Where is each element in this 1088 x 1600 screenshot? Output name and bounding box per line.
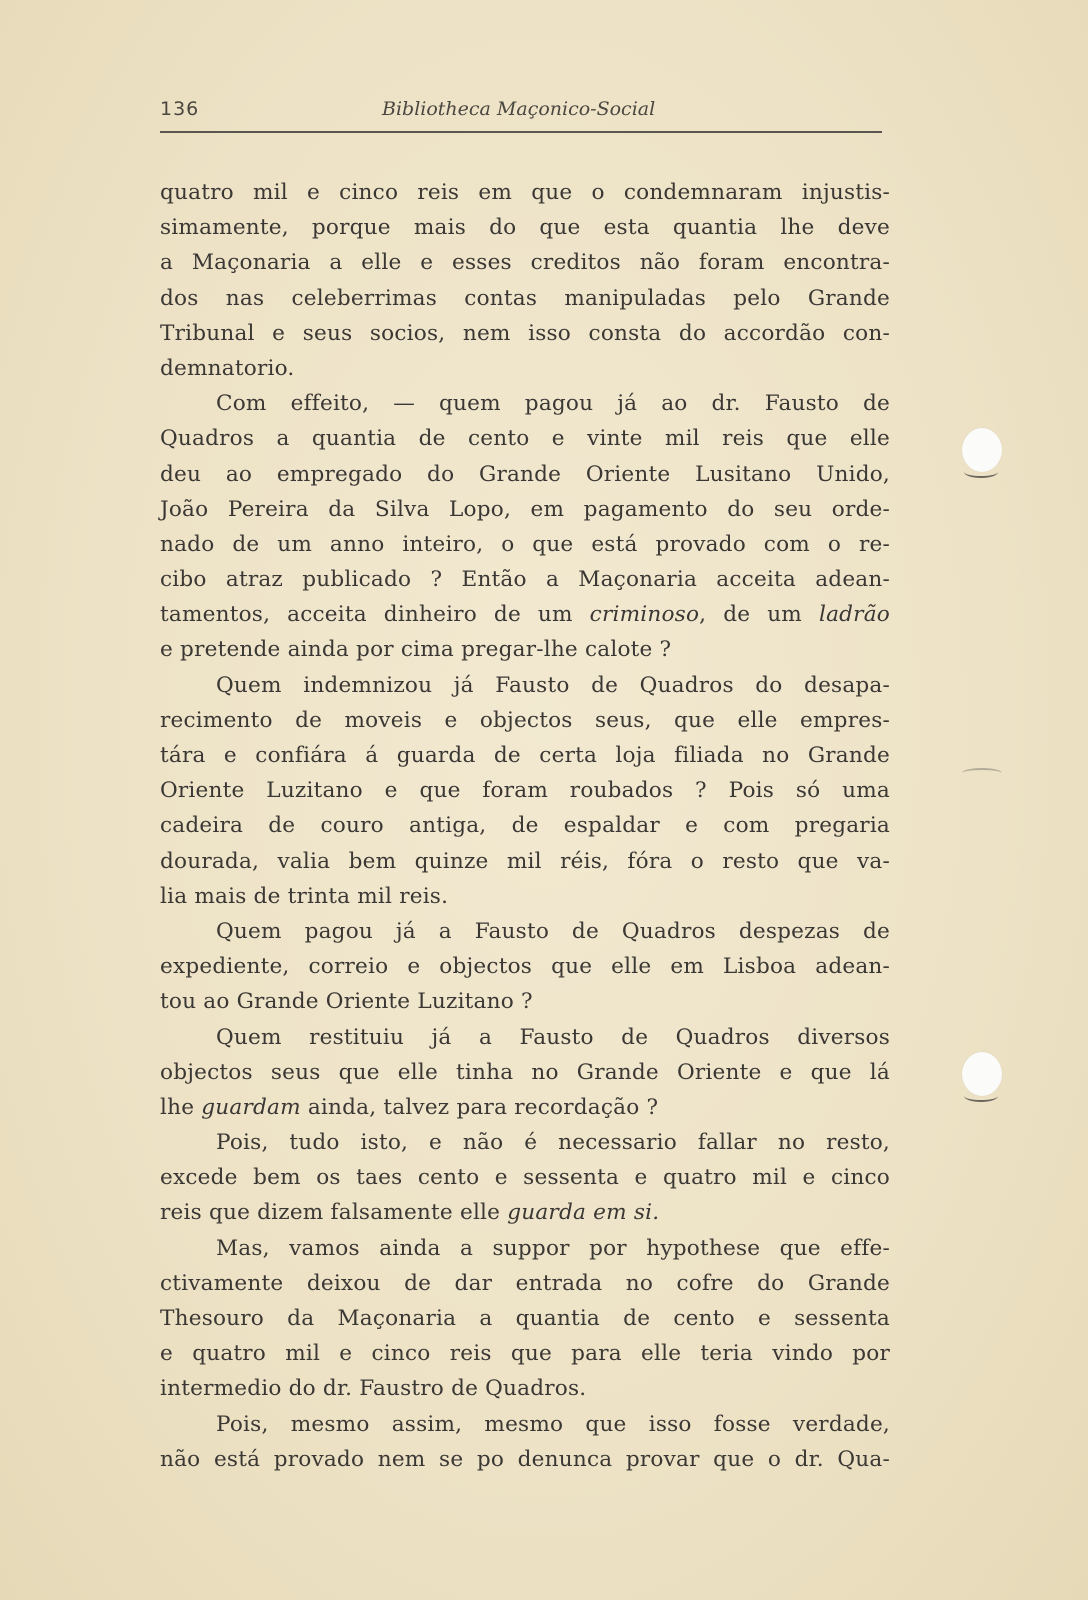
text-run: , de um: [699, 602, 802, 628]
text-line: simamente, porque mais do que esta quantia lhe deve: [160, 215, 890, 241]
italic-term: guarda em si.: [507, 1200, 660, 1226]
text-line: [160, 1090, 890, 1125]
body-text: [160, 175, 890, 1477]
text-line: Thesouro da Maçonaria a quantia de cento e sessenta: [160, 1306, 890, 1331]
text-line: deu ao empregado do Grande Oriente Lusitano Unido,: [160, 461, 890, 487]
italic-term: guardam: [201, 1094, 301, 1120]
text-line: cadeira de couro antiga, de espaldar e com pregaria: [160, 813, 890, 839]
text-line: recimento de moveis e objectos seus, que elle empres-: [160, 707, 890, 733]
text-line: demnatorio.: [160, 355, 295, 381]
running-title: Bibliotheca Maçonico-Social: [382, 98, 656, 120]
text-line: Pois, mesmo assim, mesmo que isso fosse verdade,: [216, 1411, 890, 1437]
text-line: dos nas celeberrimas contas manipuladas pelo Grande: [160, 285, 890, 311]
text-line: Mas, vamos ainda a suppor por hypothese que effe-: [216, 1235, 890, 1261]
text-line: [160, 597, 890, 632]
binding-hole-top: [962, 428, 1002, 472]
text-line: Com effeito, — quem pagou já ao dr. Fausto de: [216, 391, 890, 417]
page-number: 136: [160, 98, 200, 120]
text-run: ainda, talvez para recordação ?: [307, 1094, 659, 1120]
text-line: quatro mil e cinco reis em que o condemnaram injustis-: [160, 180, 890, 205]
text-line: Quem indemnizou já Fausto de Quadros do desapa-: [216, 672, 890, 698]
text-line: Pois, tudo isto, e não é necessario fallar no resto,: [216, 1130, 890, 1156]
italic-term: ladrão: [818, 602, 890, 628]
header-rule: [160, 131, 882, 133]
text-line: e quatro mil e cinco reis que para elle teria vindo por: [160, 1341, 890, 1367]
text-line: dourada, valia bem quinze mil réis, fóra o resto que va-: [160, 848, 890, 874]
page-header: [160, 98, 882, 128]
margin-mark: [962, 768, 1002, 778]
text-line: não está provado nem se po denunca provar que o dr. Qua-: [160, 1446, 890, 1472]
text-line: a Maçonaria a elle e esses creditos não foram encontra-: [160, 250, 890, 276]
binding-hole-bottom: [962, 1052, 1002, 1096]
text-line: tou ao Grande Oriente Luzitano ?: [160, 989, 533, 1015]
text-line: objectos seus que elle tinha no Grande Oriente e que lá: [160, 1059, 890, 1085]
text-line: excede bem os taes cento e sessenta e quatro mil e cinco: [160, 1165, 890, 1191]
text-run: lhe: [160, 1094, 195, 1120]
text-line: Tribunal e seus socios, nem isso consta do accordão con-: [160, 320, 890, 346]
text-line: e pretende ainda por cima pregar-lhe calote ?: [160, 637, 672, 663]
text-line: Quem pagou já a Fausto de Quadros despezas de: [216, 918, 890, 944]
text-run: tamentos, acceita dinheiro de um: [160, 602, 573, 628]
text-line: [160, 1195, 890, 1230]
text-line: expediente, correio e objectos que elle em Lisboa adean-: [160, 954, 890, 980]
text-line: Quem restituiu já a Fausto de Quadros diversos: [216, 1024, 890, 1050]
text-line: Quadros a quantia de cento e vinte mil reis que elle: [160, 426, 890, 452]
text-line: ctivamente deixou de dar entrada no cofre do Grande: [160, 1270, 890, 1296]
text-line: cibo atraz publicado ? Então a Maçonaria acceita adean-: [160, 567, 890, 593]
text-line: lia mais de trinta mil reis.: [160, 883, 449, 909]
text-line: nado de um anno inteiro, o que está provado com o re-: [160, 531, 890, 557]
text-line: João Pereira da Silva Lopo, em pagamento do seu orde-: [160, 496, 890, 522]
italic-term: criminoso: [589, 602, 700, 628]
text-line: tára e confiára á guarda de certa loja filiada no Grande: [160, 743, 890, 768]
text-run: reis que dizem falsamente elle: [160, 1200, 501, 1226]
text-line: intermedio do dr. Faustro de Quadros.: [160, 1376, 587, 1402]
text-line: Oriente Luzitano e que foram roubados ? Pois só uma: [160, 778, 890, 804]
